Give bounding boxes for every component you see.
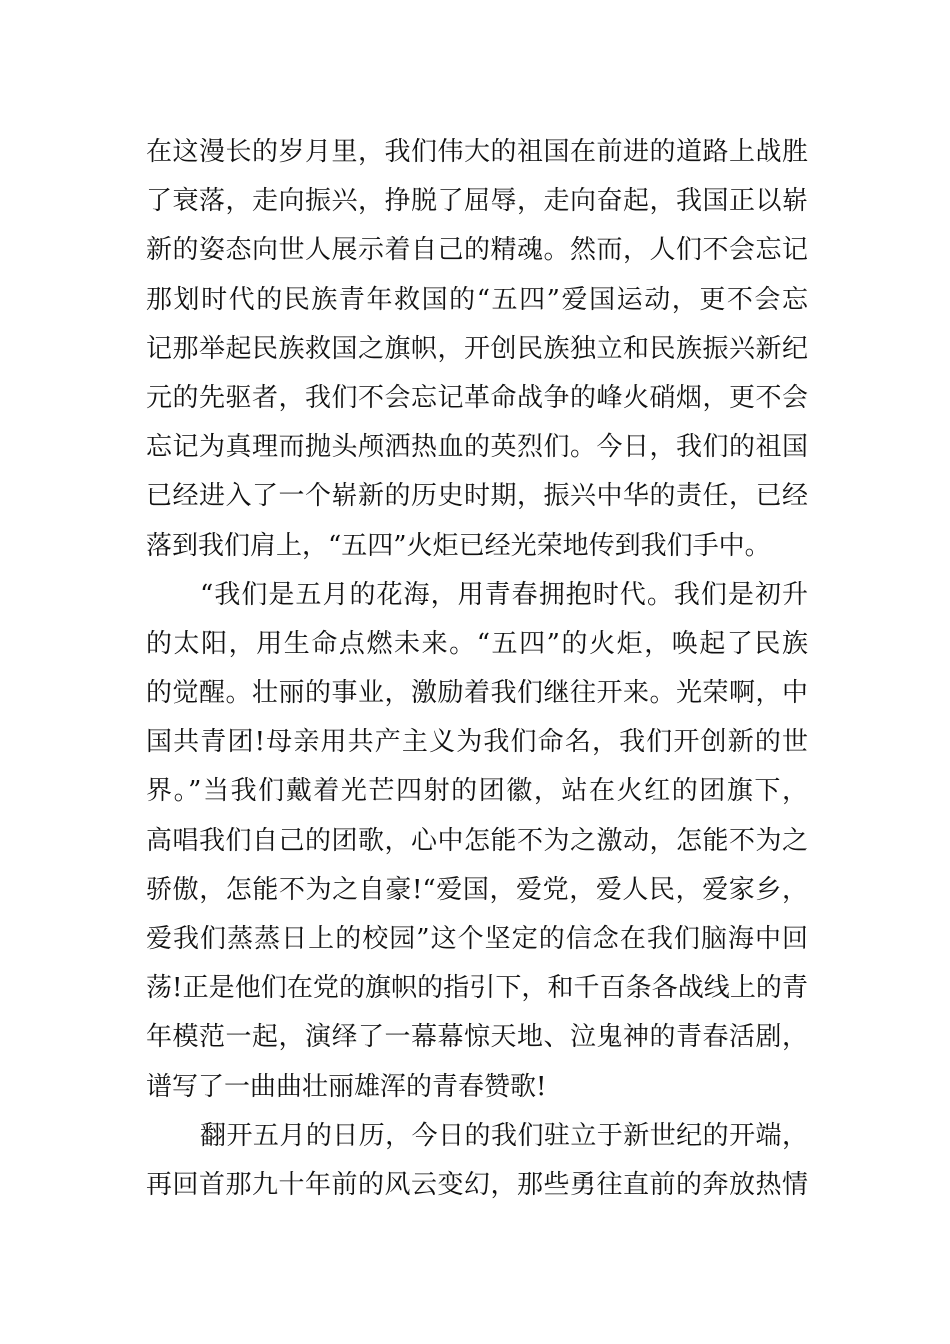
text-line: 年模范一起，演绎了一幕幕惊天地、泣鬼神的青春活剧，: [146, 1022, 808, 1053]
text-line: 翻开五月的日历，今日的我们驻立于新世纪的开端，: [200, 1120, 808, 1151]
text-line: 已经进入了一个崭新的历史时期，振兴中华的责任，已经: [146, 481, 808, 512]
text-line: 落到我们肩上，“五四”火炬已经光荣地传到我们手中。: [146, 530, 771, 561]
text-line: 忘记为真理而抛头颅洒热血的英烈们。今日，我们的祖国: [146, 432, 808, 463]
document-body: [146, 128, 808, 1210]
text-line: 新的姿态向世人展示着自己的精魂。然而，人们不会忘记: [146, 235, 808, 266]
text-line: 记那举起民族救国之旗帜，开创民族独立和民族振兴新纪: [146, 333, 808, 364]
text-line: 荡!正是他们在党的旗帜的指引下，和千百条各战线上的青: [146, 973, 808, 1004]
text-line: 谱写了一曲曲壮丽雄浑的青春赞歌!: [146, 1071, 547, 1102]
text-line: 再回首那九十年前的风云变幻，那些勇往直前的奔放热情: [146, 1169, 808, 1200]
text-line: 高唱我们自己的团歌，心中怎能不为之激动，怎能不为之: [146, 825, 808, 856]
paragraph-2: [146, 571, 808, 1112]
text-line: 的太阳，用生命点燃未来。“五四”的火炬，唤起了民族: [146, 628, 808, 659]
paragraph-1: [146, 128, 808, 571]
text-line: 元的先驱者，我们不会忘记革命战争的峰火硝烟，更不会: [146, 382, 808, 413]
text-line: 在这漫长的岁月里，我们伟大的祖国在前进的道路上战胜: [146, 137, 808, 167]
text-line: 爱我们蒸蒸日上的校园”这个坚定的信念在我们脑海中回: [146, 924, 808, 954]
text-line: 界。”当我们戴着光芒四射的团徽，站在火红的团旗下，: [146, 776, 808, 807]
text-line: 那划时代的民族青年救国的“五四”爱国运动，更不会忘: [146, 284, 808, 315]
text-line: 国共青团!母亲用共产主义为我们命名，我们开创新的世: [146, 727, 808, 758]
text-line: “我们是五月的花海，用青春拥抱时代。我们是初升: [200, 579, 808, 610]
text-line: 了衰落，走向振兴，挣脱了屈辱，走向奋起，我国正以崭: [146, 186, 808, 217]
text-line: 骄傲，怎能不为之自豪!“爱国，爱党，爱人民，爱家乡，: [146, 874, 808, 905]
text-line: 的觉醒。壮丽的事业，激励着我们继往开来。光荣啊，中: [146, 678, 808, 709]
paragraph-3: [146, 1112, 808, 1210]
